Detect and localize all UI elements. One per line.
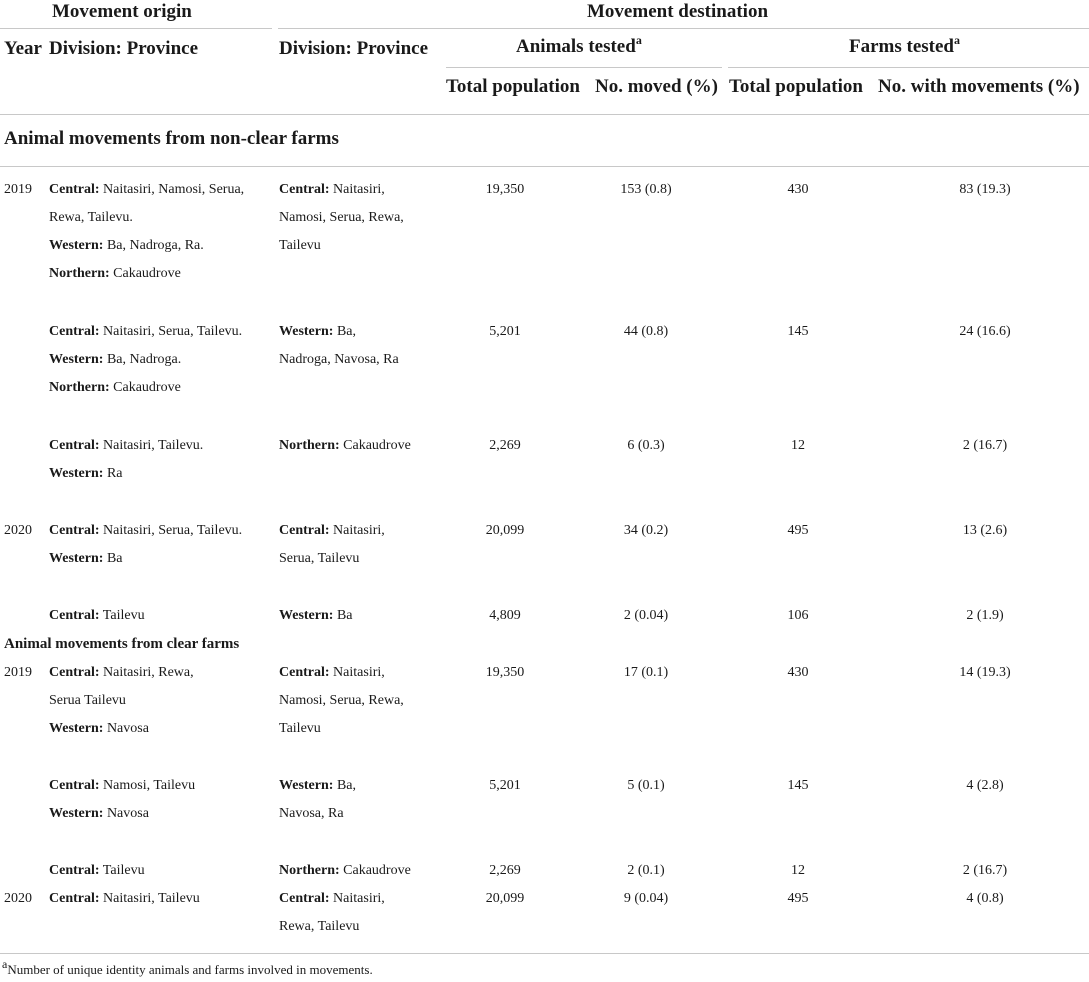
origin-line (49, 204, 244, 232)
origin-line (49, 800, 195, 828)
destination-province: Cakaudrove (339, 863, 411, 878)
origin-province: Namosi, Tailevu (99, 778, 196, 793)
origin-province: Ba (103, 551, 123, 566)
origin-line (49, 260, 244, 288)
destination-division: Western: (279, 608, 334, 623)
row-origin (49, 885, 200, 913)
origin-division: Central: (49, 608, 100, 623)
origin-province: Rewa, Tailevu. (49, 210, 133, 225)
origin-division: Central: (49, 863, 100, 878)
row-destination (279, 602, 353, 630)
origin-division: Central: (49, 523, 100, 538)
origin-province: Naitasiri, Serua, Tailevu. (99, 324, 243, 339)
rule-header-bottom (0, 114, 1089, 115)
row-animals-total-value: 2,269 (489, 438, 521, 453)
row-farms-total-value: 12 (791, 863, 805, 878)
row-animals-moved-value: 34 (0.2) (623, 523, 669, 538)
destination-division: Northern: (279, 438, 340, 453)
row-farms-total-value: 430 (787, 182, 809, 197)
row-animals-total-value: 5,201 (489, 324, 521, 339)
section-title-non-clear: Animal movements from non-clear farms (4, 128, 339, 149)
row-destination (279, 318, 399, 374)
origin-province: Serua Tailevu (49, 693, 126, 708)
destination-line (279, 232, 404, 260)
rule-section-1 (0, 166, 1089, 167)
row-farms-with-movements-value: 14 (19.3) (959, 665, 1011, 680)
destination-province: Ba, (333, 778, 356, 793)
origin-province: Tailevu (99, 863, 145, 878)
row-destination (279, 176, 404, 260)
origin-division: Central: (49, 665, 100, 680)
origin-line (49, 687, 194, 715)
header-origin-division: Division: Province (49, 38, 199, 59)
row-year: 2019 (4, 182, 32, 197)
origin-division: Central: (49, 438, 100, 453)
origin-line (49, 176, 244, 204)
destination-province: Serua, Tailevu (279, 551, 360, 566)
row-farms-total-value: 145 (787, 778, 809, 793)
destination-province: Ba (333, 608, 353, 623)
row-destination (279, 432, 411, 460)
destination-line (279, 857, 411, 885)
header-total-population-farms: Total population (729, 76, 863, 97)
row-animals-moved-value: 2 (0.1) (627, 863, 665, 878)
origin-division: Western: (49, 721, 104, 736)
destination-province: Naitasiri, (329, 182, 385, 197)
rule-animals-tested (446, 67, 722, 68)
rule-table-bottom (0, 953, 1089, 954)
row-farms-with-movements-value: 2 (16.7) (962, 863, 1008, 878)
origin-province: Tailevu (99, 608, 145, 623)
rule-top-destination (278, 28, 1089, 29)
origin-division: Central: (49, 778, 100, 793)
row-origin (49, 318, 242, 402)
footnote: $^a$Number of unique identity animals and farms involved in movements. (2, 956, 373, 977)
origin-division: Northern: (49, 266, 110, 281)
row-origin (49, 659, 194, 743)
origin-province: Navosa (103, 806, 149, 821)
header-farms-tested: Farms tested$^a$ (849, 32, 960, 57)
row-farms-with-movements-value: 24 (16.6) (959, 324, 1011, 339)
destination-province: Ba, (333, 324, 356, 339)
row-origin (49, 432, 203, 488)
origin-division: Western: (49, 551, 104, 566)
destination-province: Rewa, Tailevu (279, 919, 360, 934)
row-origin (49, 772, 195, 828)
origin-line (49, 432, 203, 460)
header-dest-division: Division: Province (279, 38, 429, 59)
destination-province: Tailevu (279, 721, 321, 736)
row-animals-moved-value: 5 (0.1) (627, 778, 665, 793)
row-animals-total-value: 19,350 (485, 182, 525, 197)
row-farms-total-value: 145 (787, 324, 809, 339)
origin-province: Naitasiri, Rewa, (99, 665, 194, 680)
header-movement-origin: Movement origin (52, 1, 192, 22)
destination-line (279, 913, 385, 941)
row-animals-moved-value: 44 (0.8) (623, 324, 669, 339)
row-farms-total-value: 495 (787, 523, 809, 538)
destination-division: Central: (279, 891, 330, 906)
origin-division: Central: (49, 182, 100, 197)
origin-division: Northern: (49, 380, 110, 395)
destination-province: Naitasiri, (329, 523, 385, 538)
destination-province: Nadroga, Navosa, Ra (279, 352, 399, 367)
destination-line (279, 176, 404, 204)
destination-line (279, 687, 404, 715)
row-origin (49, 857, 145, 885)
destination-line (279, 346, 399, 374)
row-animals-total-value: 2,269 (489, 863, 521, 878)
destination-line (279, 659, 404, 687)
destination-line (279, 772, 356, 800)
destination-division: Northern: (279, 863, 340, 878)
origin-province: Cakaudrove (109, 380, 181, 395)
row-destination (279, 772, 356, 828)
origin-division: Central: (49, 891, 100, 906)
row-animals-total-value: 19,350 (485, 665, 525, 680)
origin-division: Central: (49, 324, 100, 339)
origin-province: Naitasiri, Serua, Tailevu. (99, 523, 243, 538)
header-no-with-movements: No. with movements (%) (878, 76, 1080, 97)
destination-line (279, 318, 399, 346)
rule-top-origin (0, 28, 272, 29)
destination-division: Central: (279, 665, 330, 680)
row-animals-moved-value: 6 (0.3) (627, 438, 665, 453)
destination-line (279, 715, 404, 743)
destination-province: Naitasiri, (329, 891, 385, 906)
origin-division: Western: (49, 466, 104, 481)
destination-division: Western: (279, 324, 334, 339)
row-farms-with-movements-value: 13 (2.6) (962, 523, 1008, 538)
row-animals-total-value: 20,099 (485, 523, 525, 538)
origin-line (49, 772, 195, 800)
destination-line (279, 432, 411, 460)
origin-line (49, 659, 194, 687)
row-farms-total-value: 430 (787, 665, 809, 680)
rule-farms-tested (728, 67, 1089, 68)
origin-line (49, 602, 145, 630)
row-farms-total-value: 106 (787, 608, 809, 623)
origin-province: Navosa (103, 721, 149, 736)
destination-line (279, 885, 385, 913)
destination-province: Cakaudrove (339, 438, 411, 453)
origin-division: Western: (49, 352, 104, 367)
destination-division: Western: (279, 778, 334, 793)
row-farms-total-value: 495 (787, 891, 809, 906)
origin-line (49, 545, 242, 573)
header-movement-destination: Movement destination (587, 1, 769, 22)
row-farms-with-movements-value: 4 (2.8) (966, 778, 1004, 793)
origin-division: Western: (49, 238, 104, 253)
origin-division: Western: (49, 806, 104, 821)
origin-line (49, 318, 242, 346)
row-farms-with-movements-value: 4 (0.8) (966, 891, 1004, 906)
origin-province: Cakaudrove (109, 266, 181, 281)
destination-line (279, 517, 385, 545)
row-origin (49, 602, 145, 630)
header-total-population-animals: Total population (446, 76, 580, 97)
destination-division: Central: (279, 523, 330, 538)
origin-line (49, 346, 242, 374)
origin-line (49, 460, 203, 488)
origin-province: Ra (103, 466, 123, 481)
row-farms-with-movements-value: 2 (16.7) (962, 438, 1008, 453)
destination-province: Naitasiri, (329, 665, 385, 680)
origin-province: Naitasiri, Tailevu (99, 891, 200, 906)
header-no-moved: No. moved (%) (595, 76, 718, 97)
row-origin (49, 176, 244, 288)
row-animals-moved-value: 153 (0.8) (620, 182, 672, 197)
row-destination (279, 659, 404, 743)
row-year: 2020 (4, 891, 32, 906)
row-farms-total-value: 12 (791, 438, 805, 453)
section-title-clear: Animal movements from clear farms (4, 636, 240, 652)
row-farms-with-movements-value: 83 (19.3) (959, 182, 1011, 197)
origin-line (49, 857, 145, 885)
row-animals-total-value: 20,099 (485, 891, 525, 906)
row-destination (279, 517, 385, 573)
row-animals-total-value: 5,201 (489, 778, 521, 793)
origin-province: Naitasiri, Tailevu. (99, 438, 204, 453)
origin-province: Naitasiri, Namosi, Serua, (99, 182, 245, 197)
destination-line (279, 800, 356, 828)
destination-division: Central: (279, 182, 330, 197)
origin-province: Ba, Nadroga, Ra. (103, 238, 204, 253)
origin-line (49, 885, 200, 913)
destination-province: Tailevu (279, 238, 321, 253)
row-animals-moved-value: 2 (0.04) (623, 608, 669, 623)
destination-province: Navosa, Ra (279, 806, 344, 821)
row-animals-moved-value: 17 (0.1) (623, 665, 669, 680)
origin-line (49, 232, 244, 260)
header-animals-tested: Animals tested$^a$ (516, 32, 642, 57)
row-animals-total-value: 4,809 (489, 608, 521, 623)
destination-line (279, 602, 353, 630)
origin-line (49, 374, 242, 402)
row-destination (279, 885, 385, 941)
row-animals-moved-value: 9 (0.04) (623, 891, 669, 906)
origin-line (49, 517, 242, 545)
origin-province: Ba, Nadroga. (103, 352, 182, 367)
destination-province: Namosi, Serua, Rewa, (279, 210, 404, 225)
origin-line (49, 715, 194, 743)
row-farms-with-movements-value: 2 (1.9) (966, 608, 1004, 623)
destination-line (279, 545, 385, 573)
destination-line (279, 204, 404, 232)
row-year: 2020 (4, 523, 32, 538)
destination-province: Namosi, Serua, Rewa, (279, 693, 404, 708)
header-year: Year (4, 38, 42, 59)
row-origin (49, 517, 242, 573)
row-destination (279, 857, 411, 885)
row-year: 2019 (4, 665, 32, 680)
